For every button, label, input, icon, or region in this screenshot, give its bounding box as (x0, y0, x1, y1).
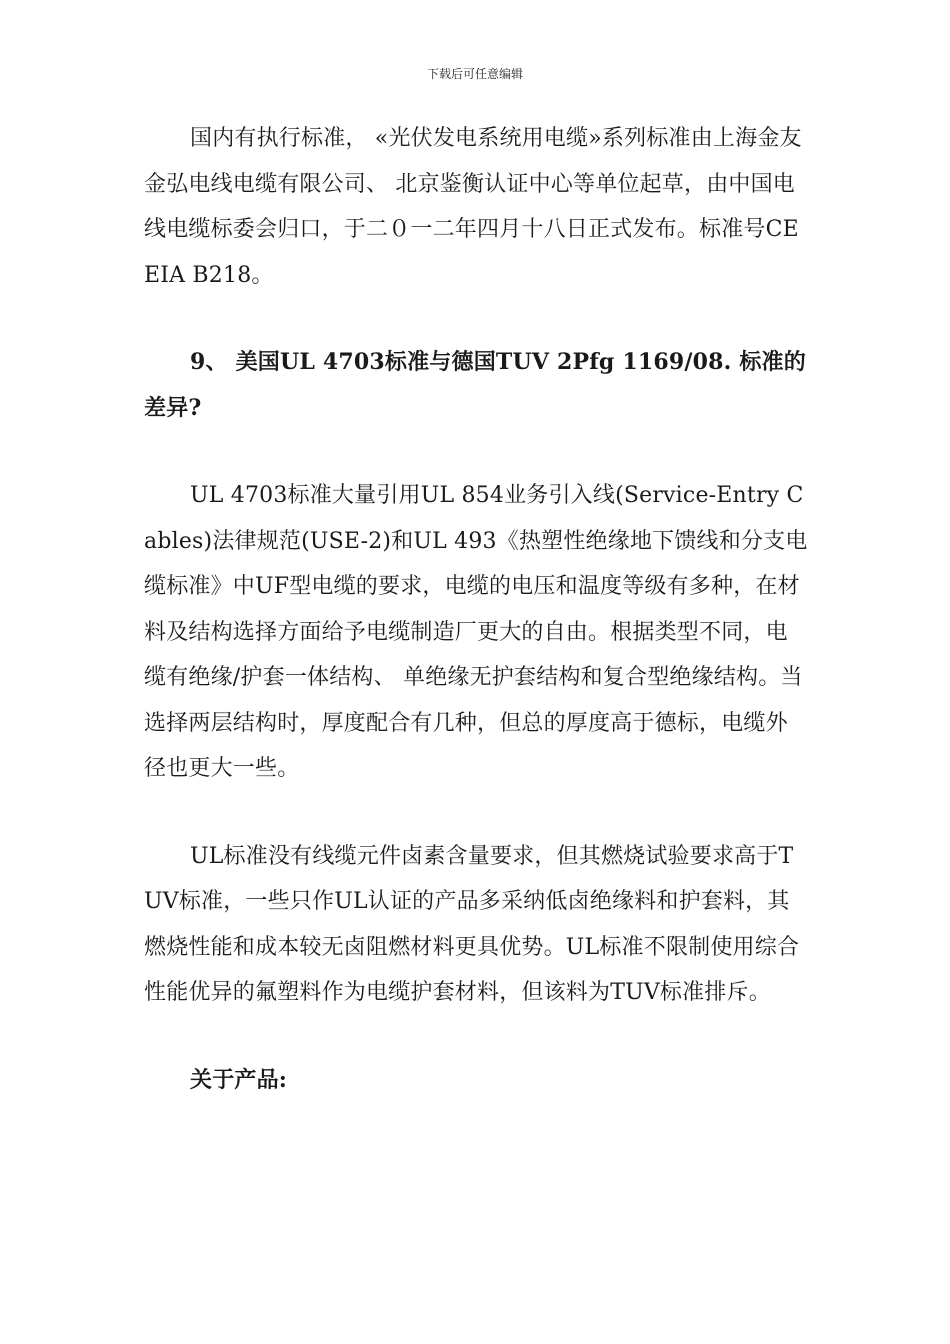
paragraph-ul4703-comparison: UL 4703标准大量引用UL 854业务引入线(Service-Entry Cables)法律规范(USE-2)和UL 493《热塑性绝缘地下馈线和分支电缆标准》中UF型电缆的要求，电缆的电压和温度等级有多种，在材料及结构选择方面给予电缆制造厂更大的自由。根据类型不同，电缆有绝缘/护套一体结构、 单绝缘无护套结构和复合型绝缘结构。当选择两层结构时，厚度配合有几种，但总的厚度高于德标，电缆外径也更大一些。 (144, 483, 808, 781)
question-heading-9: 9、 美国UL 4703标准与德国TUV 2Pfg 1169/08. 标准的差异? (144, 349, 806, 421)
page-header: 下载后可任意编辑 (426, 67, 523, 81)
paragraph-standard-intro: 国内有执行标准， «光伏发电系统用电缆»系列标准由上海金友金弘电线电缆有限公司、 北京鉴衡认证中心等单位起草，由中国电线电缆标委会归口，于二０一二年四月十八日正式发布。标准号CEEIA B218。 (144, 126, 802, 288)
document-body (144, 116, 809, 1103)
section-heading-about-product: 关于产品: (190, 1066, 288, 1093)
paragraph-halogen-requirements: UL标准没有线缆元件卤素含量要求，但其燃烧试验要求高于TUV标准，一些只作UL认证的产品多采纳低卤绝缘料和护套料，其燃烧性能和成本较无卤阻燃材料更具优势。UL标准不限制使用综合性能优异的氟塑料作为电缆护套材料，但该料为TUV标准排斥。 (144, 843, 800, 1005)
